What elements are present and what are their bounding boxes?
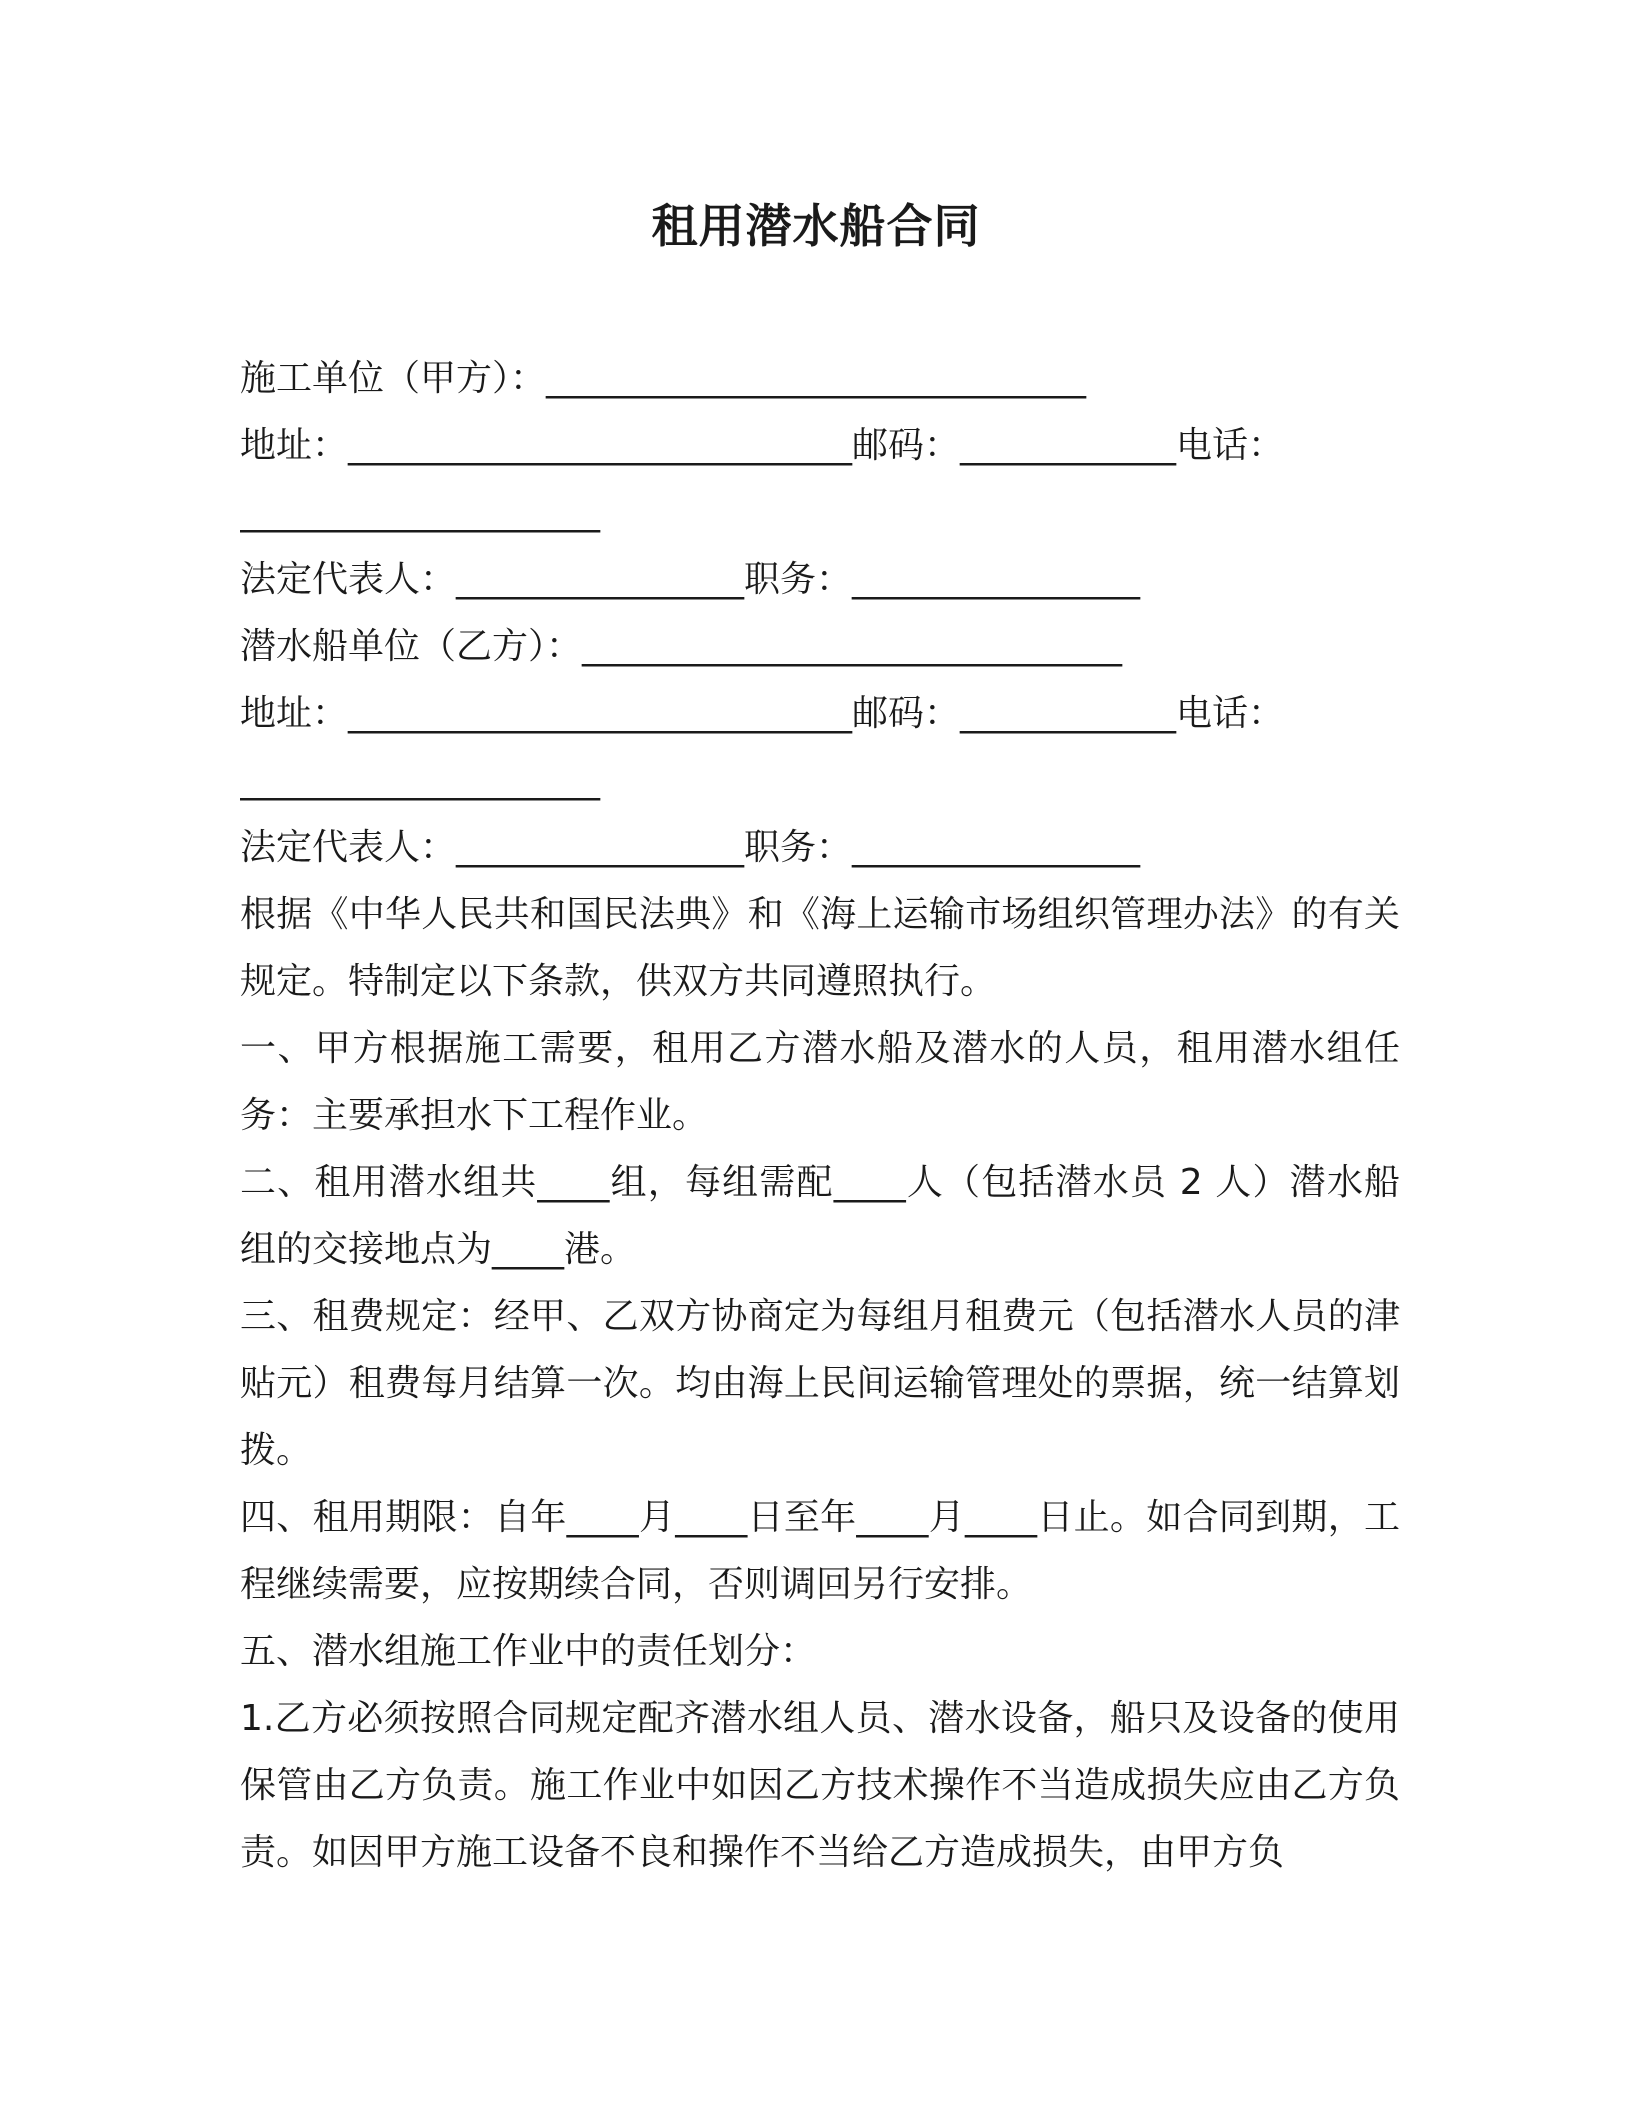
party-b-representative-line: 法定代表人：________________职务：________________ <box>240 827 1141 868</box>
clause-3-paragraph: 三、租费规定：经甲、乙双方协商定为每组月租费元（包括潜水人员的津贴元）租费每月结算一次。均由海上民间运输管理处的票据，统一结算划拨。 <box>240 1296 1400 1471</box>
document-title: 租用潜水船合同 <box>651 199 981 253</box>
party-b-unit-line: 潜水船单位（乙方）：______________________________ <box>240 626 1123 667</box>
party-b-address-line: 地址：____________________________邮码：____________电话： <box>240 693 1285 734</box>
clause-5-heading: 五、潜水组施工作业中的责任划分： <box>240 1631 817 1672</box>
party-a-address-line: 地址：____________________________邮码：____________电话： <box>240 425 1285 466</box>
document-body <box>240 345 1400 1886</box>
clause-5-item-1-paragraph: 1.乙方必须按照合同规定配齐潜水组人员、潜水设备，船只及设备的使用保管由乙方负责。施工作业中如因乙方技术操作不当造成损失应由乙方负责。如因甲方施工设备不良和操作不当给乙方造成损失，由甲方负 <box>240 1698 1400 1873</box>
clause-1-paragraph: 一、甲方根据施工需要，租用乙方潜水船及潜水的人员，租用潜水组任务：主要承担水下工程作业。 <box>240 1028 1400 1136</box>
party-b-phone-blank: ____________________ <box>240 760 600 801</box>
preamble-paragraph: 根据《中华人民共和国民法典》和《海上运输市场组织管理办法》的有关规定。特制定以下条款，供双方共同遵照执行。 <box>240 894 1400 1002</box>
party-a-phone-blank: ____________________ <box>240 492 600 533</box>
party-a-unit-line: 施工单位（甲方）：______________________________ <box>240 358 1087 399</box>
party-a-representative-line: 法定代表人：________________职务：________________ <box>240 559 1141 600</box>
clause-4-paragraph: 四、租用期限：自年____月____日至年____月____日止。如合同到期，工程继续需要，应按期续合同，否则调回另行安排。 <box>240 1497 1400 1605</box>
clause-2-paragraph: 二、租用潜水组共____组，每组需配____人（包括潜水员 2 人）潜水船组的交接地点为____港。 <box>240 1162 1400 1270</box>
